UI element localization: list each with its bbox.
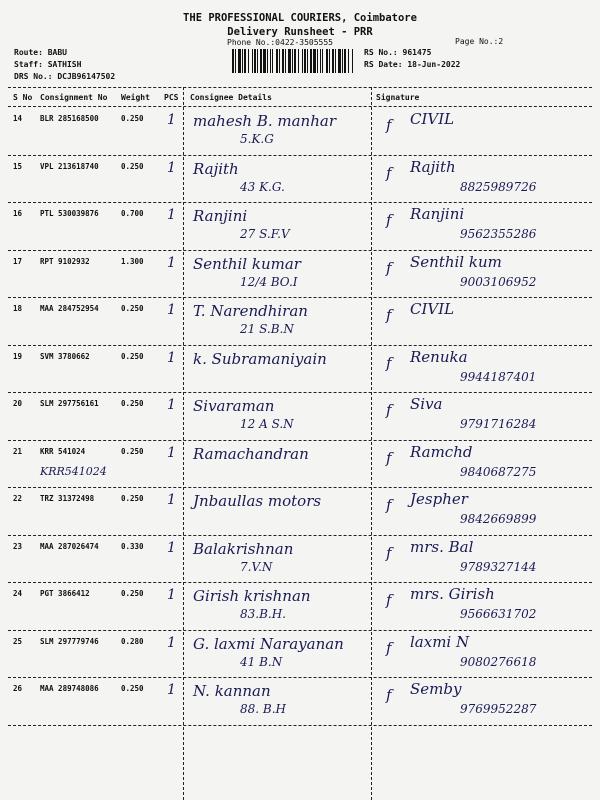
weight: 0.250 xyxy=(121,589,144,598)
consignee-address: 5.K.G xyxy=(240,132,274,146)
weight: 0.250 xyxy=(121,446,144,456)
pieces: 1 xyxy=(167,112,176,128)
route: Route: BABU xyxy=(14,48,67,57)
col-consignment: Consignment No xyxy=(40,93,108,102)
signature: mrs. Bal xyxy=(410,537,474,556)
col-pcs: PCS xyxy=(164,93,179,102)
consignee-name: Ranjini xyxy=(193,207,248,225)
rs-number: RS No.: 961475 xyxy=(364,48,432,57)
consignment-number: PGT 3866412 xyxy=(40,589,90,598)
signature-mark: f xyxy=(386,496,392,514)
serial-number: 22 xyxy=(13,494,23,503)
pieces: 1 xyxy=(167,397,176,413)
signature-mark: f xyxy=(386,401,392,419)
receiver-phone: 9769952287 xyxy=(460,702,537,716)
receiver-phone: 9003106952 xyxy=(460,274,537,289)
signature-mark: f xyxy=(386,686,392,704)
weight: 0.250 xyxy=(121,399,144,408)
divider xyxy=(8,87,592,88)
consignee-name: Sivaraman xyxy=(193,397,275,415)
signature-mark: f xyxy=(386,353,392,372)
consignee-name: Girish krishnan xyxy=(193,587,311,605)
serial-number: 15 xyxy=(13,161,23,171)
signature-mark: f xyxy=(386,591,392,609)
pieces: 1 xyxy=(167,539,176,556)
consignment-number: MAA 287026474 xyxy=(40,541,99,551)
consignee-name: Rajith xyxy=(193,159,239,178)
weight: 0.250 xyxy=(121,114,144,123)
signature: laxmi N xyxy=(410,632,470,651)
consignee-address: 83.B.H. xyxy=(240,607,286,621)
receiver-phone: 8825989726 xyxy=(460,179,537,194)
signature-mark: f xyxy=(386,258,392,277)
pieces: 1 xyxy=(167,682,176,698)
consignee-address: 7.V.N xyxy=(240,559,273,574)
serial-number: 26 xyxy=(13,684,23,693)
serial-number: 18 xyxy=(13,304,23,313)
weight: 0.330 xyxy=(121,541,144,551)
receiver-phone: 9840687275 xyxy=(460,464,537,479)
consignment-number: SVM 3780662 xyxy=(40,351,90,361)
col-weight: Weight xyxy=(121,93,150,102)
row-divider xyxy=(8,725,592,726)
signature: CIVIL xyxy=(410,110,455,128)
signature: mrs. Girish xyxy=(410,585,495,603)
consignee-address: 12/4 BO.I xyxy=(240,274,298,289)
pieces: 1 xyxy=(167,492,176,508)
consignee-name: Ramachandran xyxy=(193,444,309,463)
consignee-address: 41 B.N xyxy=(240,654,283,669)
pieces: 1 xyxy=(167,634,176,651)
weight: 0.250 xyxy=(121,304,144,313)
signature-mark: f xyxy=(386,163,392,182)
barcode xyxy=(232,49,356,73)
weight: 0.700 xyxy=(121,209,144,218)
receiver-phone: 9789327144 xyxy=(460,559,537,574)
serial-number: 21 xyxy=(13,446,23,456)
consignee-name: N. kannan xyxy=(193,682,271,700)
consignment-number: SLM 297756161 xyxy=(40,399,99,408)
receiver-phone: 9566631702 xyxy=(460,607,537,621)
table-row xyxy=(0,678,600,735)
weight: 0.250 xyxy=(121,161,144,171)
pieces: 1 xyxy=(167,349,176,366)
consignee-name: T. Narendhiran xyxy=(193,302,308,320)
signature-mark: f xyxy=(386,211,392,229)
consignment-number: PTL 530039876 xyxy=(40,209,99,218)
consignment-number: TRZ 31372498 xyxy=(40,494,95,503)
pieces: 1 xyxy=(167,207,176,223)
divider xyxy=(8,106,592,107)
signature-mark: f xyxy=(386,638,392,657)
receiver-phone: 9080276618 xyxy=(460,654,537,669)
consignment-number: RPT 9102932 xyxy=(40,256,90,266)
signature: Renuka xyxy=(410,347,468,366)
col-consignee: Consignee Details xyxy=(190,93,272,102)
drs-number: DRS No.: DCJB96147502 xyxy=(14,72,116,81)
pieces: 1 xyxy=(167,254,176,271)
consignee-address: 27 S.F.V xyxy=(240,227,290,241)
consignee-address: 12 A S.N xyxy=(240,417,294,431)
signature-mark: f xyxy=(386,306,392,324)
consignment-number: VPL 213618740 xyxy=(40,161,99,171)
receiver-phone: 9791716284 xyxy=(460,417,537,431)
consignee-name: Jnbaullas motors xyxy=(193,492,322,510)
weight: 0.280 xyxy=(121,636,144,646)
consignment-number: BLR 285168500 xyxy=(40,114,99,123)
pieces: 1 xyxy=(167,159,176,176)
weight: 0.250 xyxy=(121,684,144,693)
col-sno: S No xyxy=(13,93,33,102)
serial-number: 19 xyxy=(13,351,23,361)
signature: Semby xyxy=(410,680,462,698)
col-signature: Signature xyxy=(376,93,420,102)
phone-number: Phone No.:0422-3505555 xyxy=(227,38,333,47)
signature: CIVIL xyxy=(410,300,455,318)
signature: Senthil kum xyxy=(410,252,502,271)
signature-mark: f xyxy=(386,116,392,134)
signature-mark: f xyxy=(386,543,392,562)
consignee-name: G. laxmi Narayanan xyxy=(193,634,344,653)
serial-number: 17 xyxy=(13,256,23,266)
consignment-number: KRR 541024 xyxy=(40,446,86,456)
staff: Staff: SATHISH xyxy=(14,60,82,69)
company-title: THE PROFESSIONAL COURIERS, Coimbatore xyxy=(183,12,417,24)
signature: Ramchd xyxy=(410,442,473,461)
consignee-name: Balakrishnan xyxy=(193,539,294,558)
consignee-name: mahesh B. manhar xyxy=(193,112,336,130)
consignment-number: SLM 297779746 xyxy=(40,636,99,646)
handwritten-note: KRR541024 xyxy=(40,464,107,478)
receiver-phone: 9944187401 xyxy=(460,369,537,384)
page-number: Page No.:2 xyxy=(455,37,504,46)
consignment-number: MAA 289748086 xyxy=(40,684,99,693)
document-title: Delivery Runsheet - PRR xyxy=(227,26,373,38)
serial-number: 20 xyxy=(13,399,23,408)
consignee-address: 88. B.H xyxy=(240,702,286,716)
receiver-phone: 9562355286 xyxy=(460,227,537,241)
serial-number: 24 xyxy=(13,589,23,598)
receiver-phone: 9842669899 xyxy=(460,512,537,526)
rs-date: RS Date: 18-Jun-2022 xyxy=(364,60,461,69)
serial-number: 14 xyxy=(13,114,23,123)
serial-number: 23 xyxy=(13,541,23,551)
signature: Jespher xyxy=(410,490,468,508)
pieces: 1 xyxy=(167,444,176,461)
consignee-address: 43 K.G. xyxy=(240,179,285,194)
consignee-address: 21 S.B.N xyxy=(240,322,294,336)
weight: 0.250 xyxy=(121,351,144,361)
pieces: 1 xyxy=(167,302,176,318)
consignee-name: Senthil kumar xyxy=(193,254,301,273)
serial-number: 16 xyxy=(13,209,23,218)
signature: Siva xyxy=(410,395,443,413)
pieces: 1 xyxy=(167,587,176,603)
signature: Rajith xyxy=(410,157,456,176)
consignment-number: MAA 284752954 xyxy=(40,304,99,313)
signature: Ranjini xyxy=(410,205,465,223)
serial-number: 25 xyxy=(13,636,23,646)
weight: 1.300 xyxy=(121,256,144,266)
weight: 0.250 xyxy=(121,494,144,503)
signature-mark: f xyxy=(386,448,392,467)
consignee-name: k. Subramaniyain xyxy=(193,349,327,368)
